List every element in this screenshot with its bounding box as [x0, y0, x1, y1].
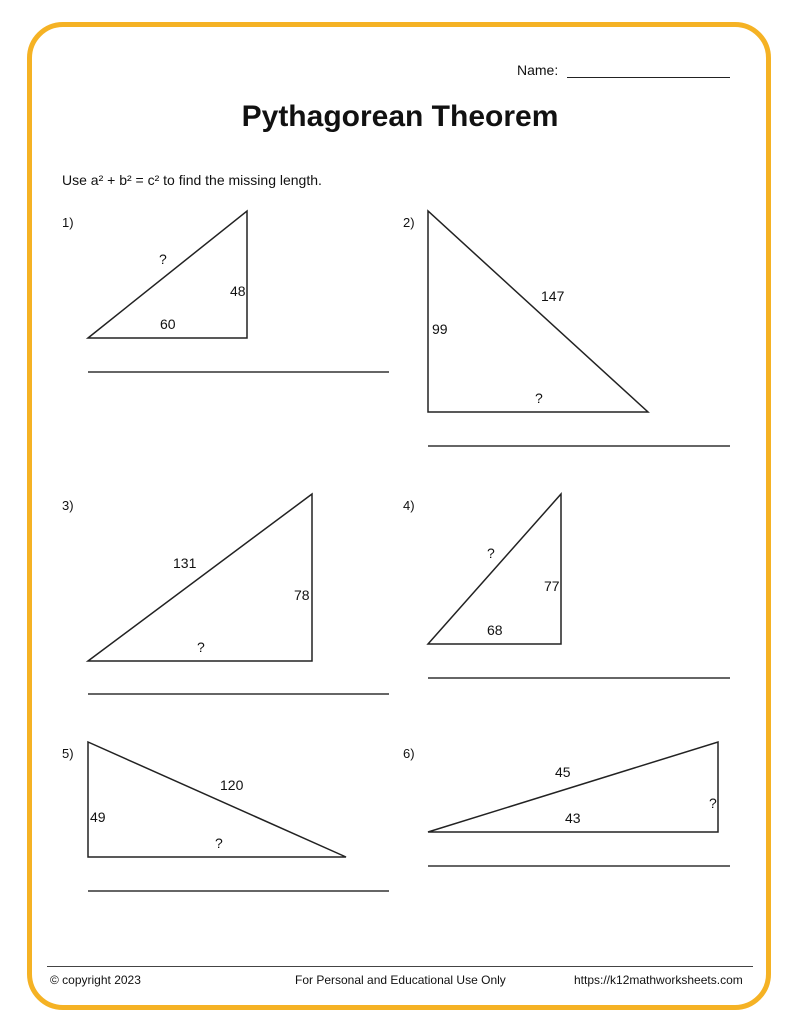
problem-number: 2): [403, 215, 415, 230]
triangle-2: [428, 211, 648, 412]
base-label: 68: [487, 622, 503, 638]
name-label: Name:: [517, 62, 559, 78]
problem-number: 5): [62, 746, 74, 761]
base-label: 43: [565, 810, 581, 826]
usage-notice: For Personal and Educational Use Only: [295, 973, 506, 987]
base-label: ?: [535, 390, 543, 406]
instructions: Use a² + b² = c² to find the missing length.: [62, 172, 322, 188]
vertical-label: 48: [230, 283, 246, 299]
hypotenuse-label: 45: [555, 764, 571, 780]
footer-divider: [47, 966, 753, 967]
page-title: Pythagorean Theorem: [241, 100, 559, 133]
base-label: 60: [160, 316, 176, 332]
base-label: ?: [215, 835, 223, 851]
hypotenuse-label: 131: [173, 555, 197, 571]
problem-number: 1): [62, 215, 74, 230]
triangle-3: [88, 494, 312, 661]
hypotenuse-label: ?: [487, 545, 495, 561]
hypotenuse-label: 120: [220, 777, 244, 793]
problem-number: 6): [403, 746, 415, 761]
vertical-label: 49: [90, 809, 106, 825]
vertical-label: 77: [544, 578, 560, 594]
base-label: ?: [197, 639, 205, 655]
hypotenuse-label: ?: [159, 251, 167, 267]
problem-number: 3): [62, 498, 74, 513]
vertical-label: ?: [709, 795, 717, 811]
copyright: © copyright 2023: [50, 973, 141, 987]
website-link[interactable]: https://k12mathworksheets.com: [574, 973, 743, 987]
problem-number: 4): [403, 498, 415, 513]
hypotenuse-label: 147: [541, 288, 565, 304]
vertical-label: 78: [294, 587, 310, 603]
vertical-label: 99: [432, 321, 448, 337]
